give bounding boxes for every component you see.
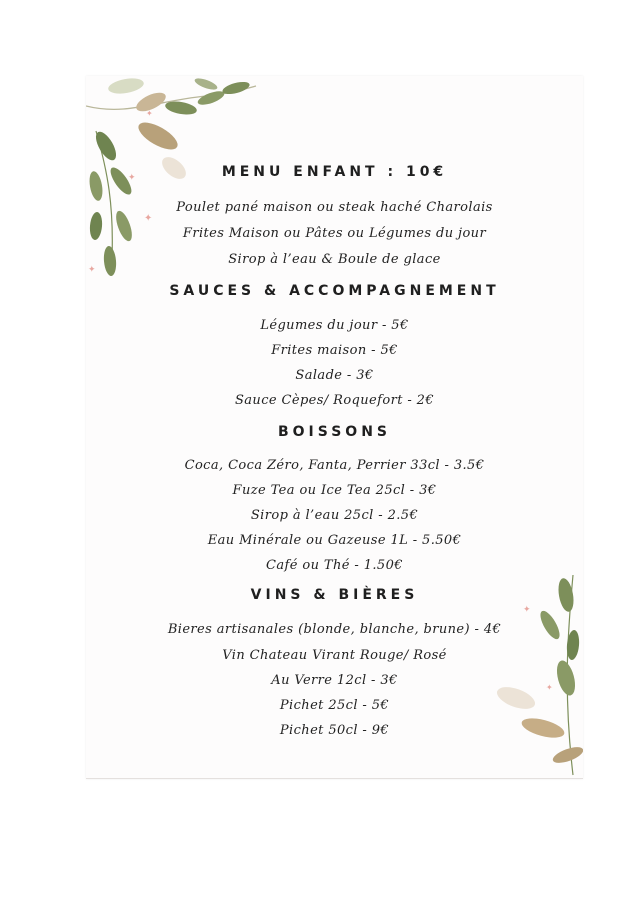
menu-item: Légumes du jour - 5€ — [260, 318, 409, 333]
menu-item: Bieres artisanales (blonde, blanche, brune) - 4€ — [167, 622, 502, 637]
menu-item: Vin Chateau Virant Rouge/ Rosé — [222, 648, 447, 663]
menu-item: Sirop à l’eau 25cl - 2.5€ — [250, 508, 419, 523]
svg-text:✦: ✦ — [88, 265, 96, 275]
menu-item: Coca, Coca Zéro, Fanta, Perrier 33cl - 3.5€ — [184, 458, 485, 473]
section-title-sauces: SAUCES & ACCOMPAGNEMENT — [169, 283, 500, 299]
section-title-menu-enfant: MENU ENFANT : 10€ — [221, 164, 448, 180]
section-title-vins-bieres: VINS & BIÈRES — [250, 587, 419, 603]
menu-item: Fuze Tea ou Ice Tea 25cl - 3€ — [232, 483, 437, 498]
menu-item: Sauce Cèpes/ Roquefort - 2€ — [234, 393, 435, 408]
menu-item: Pichet 50cl - 9€ — [279, 723, 390, 738]
menu-item: Poulet pané maison ou steak haché Charolais — [176, 200, 493, 215]
section-title-boissons: BOISSONS — [277, 424, 392, 440]
menu-item: Pichet 25cl - 5€ — [279, 698, 390, 713]
svg-text:✦: ✦ — [128, 173, 136, 183]
menu-item: Frites maison - 5€ — [271, 343, 398, 358]
menu-item: Sirop à l’eau & Boule de glace — [228, 252, 441, 267]
menu-item: Frites Maison ou Pâtes ou Légumes du jour — [182, 226, 487, 241]
menu-item: Eau Minérale ou Gazeuse 1L - 5.50€ — [207, 533, 462, 548]
menu-item: Au Verre 12cl - 3€ — [271, 673, 398, 688]
menu-item: Café ou Thé - 1.50€ — [266, 558, 403, 573]
svg-text:✦: ✦ — [144, 213, 153, 224]
svg-text:✦: ✦ — [546, 683, 553, 692]
menu-item: Salade - 3€ — [295, 368, 374, 383]
svg-text:✦: ✦ — [523, 605, 531, 615]
svg-text:✦: ✦ — [146, 109, 153, 118]
